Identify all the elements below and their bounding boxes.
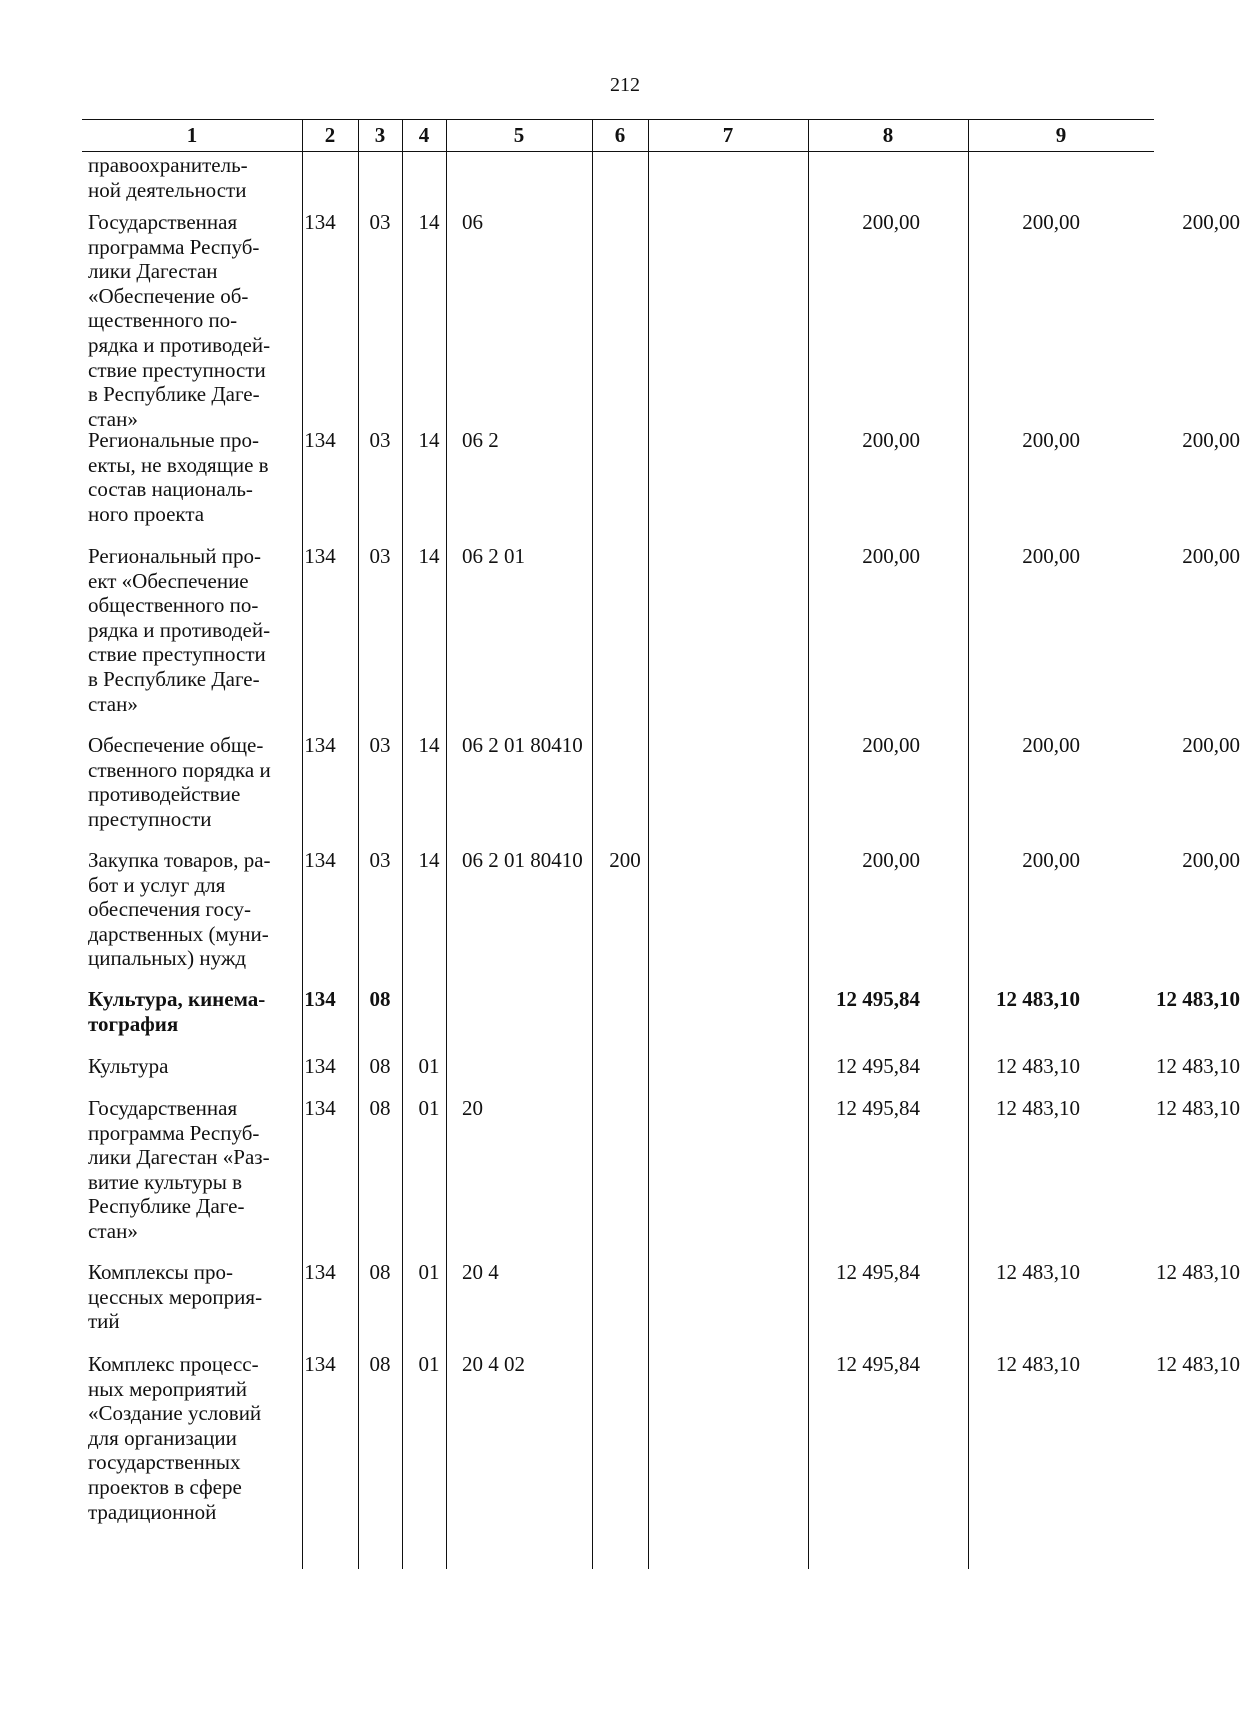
cell-c8: 200,00 — [1022, 428, 1080, 452]
row-label: Культура — [88, 1054, 169, 1078]
row-label: правоохранитель- ной деятельности — [88, 153, 248, 202]
cell-c8: 200,00 — [1022, 210, 1080, 234]
cell-c5: 06 2 01 — [462, 544, 525, 568]
cell-c8: 12 483,10 — [996, 1096, 1080, 1120]
cell-c3: 03 — [369, 848, 391, 872]
cell-c4: 14 — [418, 428, 440, 452]
cell-c4: 14 — [418, 544, 440, 568]
cell-c7: 12 495,84 — [836, 987, 920, 1011]
cell-c7: 200,00 — [862, 544, 920, 568]
cell-c7: 12 495,84 — [836, 1054, 920, 1078]
cell-c5: 06 2 01 80410 — [462, 848, 583, 872]
cell-c8: 200,00 — [1022, 848, 1080, 872]
cell-c4: 01 — [418, 1096, 440, 1120]
cell-c3: 08 — [369, 987, 391, 1011]
cell-c8: 12 483,10 — [996, 1352, 1080, 1376]
cell-c5: 06 2 — [462, 428, 499, 452]
cell-c3: 08 — [369, 1260, 391, 1284]
cell-c5: 20 4 — [462, 1260, 499, 1284]
cell-c9: 12 483,10 — [1156, 1352, 1240, 1376]
col-divider — [358, 119, 359, 1569]
cell-c3: 08 — [369, 1096, 391, 1120]
cell-c4: 14 — [418, 210, 440, 234]
cell-c5: 06 — [462, 210, 483, 234]
cell-c3: 03 — [369, 733, 391, 757]
row-label: Обеспечение обще- ственного порядка и противодействие преступности — [88, 733, 271, 831]
col-header-5: 5 — [513, 123, 525, 147]
cell-c4: 14 — [418, 848, 440, 872]
row-label: Государственная программа Респуб- лики Дагестан «Раз- витие культуры в Республике Даге- стан» — [88, 1096, 270, 1243]
row-label: Комплексы про- цессных мероприя- тий — [88, 1260, 263, 1334]
col-divider — [648, 119, 649, 1569]
cell-c9: 200,00 — [1182, 848, 1240, 872]
cell-c2: 134 — [304, 428, 336, 452]
cell-c8: 12 483,10 — [996, 1054, 1080, 1078]
row-label: Закупка товаров, ра- бот и услуг для обеспечения госу- дарственных (муни- ципальных) нужд — [88, 848, 271, 971]
cell-c2: 134 — [304, 1260, 336, 1284]
cell-c3: 03 — [369, 210, 391, 234]
cell-c2: 134 — [304, 987, 336, 1011]
row-label: Культура, кинема- тография — [88, 987, 266, 1036]
col-divider — [402, 119, 403, 1569]
cell-c5: 20 4 02 — [462, 1352, 525, 1376]
cell-c7: 200,00 — [862, 428, 920, 452]
cell-c3: 03 — [369, 544, 391, 568]
cell-c4: 01 — [418, 1352, 440, 1376]
header-bottom-rule — [82, 151, 1154, 152]
cell-c3: 08 — [369, 1054, 391, 1078]
cell-c9: 12 483,10 — [1156, 1054, 1240, 1078]
cell-c9: 12 483,10 — [1156, 987, 1240, 1011]
col-header-2: 2 — [324, 123, 336, 147]
cell-c4: 14 — [418, 733, 440, 757]
cell-c9: 200,00 — [1182, 733, 1240, 757]
cell-c8: 200,00 — [1022, 733, 1080, 757]
col-header-4: 4 — [418, 123, 430, 147]
cell-c4: 01 — [418, 1260, 440, 1284]
cell-c3: 08 — [369, 1352, 391, 1376]
col-header-6: 6 — [614, 123, 626, 147]
page-number: 212 — [610, 74, 640, 96]
cell-c2: 134 — [304, 848, 336, 872]
row-label: Государственная программа Респуб- лики Дагестан «Обеспечение об- щественного по- рядка и противодей- ствие преступности в Республике Даге- стан» — [88, 210, 271, 431]
cell-c5: 20 — [462, 1096, 483, 1120]
cell-c2: 134 — [304, 210, 336, 234]
cell-c2: 134 — [304, 1352, 336, 1376]
cell-c2: 134 — [304, 1096, 336, 1120]
cell-c9: 200,00 — [1182, 544, 1240, 568]
row-label: Региональный про- ект «Обеспечение общественного по- рядка и противодей- ствие преступности в Республике Даге- стан» — [88, 544, 271, 716]
cell-c2: 134 — [304, 733, 336, 757]
cell-c5: 06 2 01 80410 — [462, 733, 583, 757]
cell-c7: 12 495,84 — [836, 1352, 920, 1376]
cell-c8: 12 483,10 — [996, 1260, 1080, 1284]
cell-c9: 12 483,10 — [1156, 1260, 1240, 1284]
cell-c7: 12 495,84 — [836, 1096, 920, 1120]
cell-c8: 12 483,10 — [996, 987, 1080, 1011]
row-label: Региональные про- екты, не входящие в состав националь- ного проекта — [88, 428, 269, 526]
cell-c7: 200,00 — [862, 210, 920, 234]
cell-c8: 200,00 — [1022, 544, 1080, 568]
col-header-3: 3 — [374, 123, 386, 147]
col-header-1: 1 — [186, 123, 198, 147]
cell-c6: 200 — [609, 848, 641, 872]
cell-c4: 01 — [418, 1054, 440, 1078]
cell-c2: 134 — [304, 1054, 336, 1078]
row-label: Комплекс процесс- ных мероприятий «Создание условий для организации государственных проектов в сфере традиционной — [88, 1352, 262, 1524]
col-header-9: 9 — [1055, 123, 1067, 147]
col-header-8: 8 — [882, 123, 894, 147]
cell-c2: 134 — [304, 544, 336, 568]
cell-c7: 12 495,84 — [836, 1260, 920, 1284]
cell-c3: 03 — [369, 428, 391, 452]
cell-c7: 200,00 — [862, 848, 920, 872]
cell-c7: 200,00 — [862, 733, 920, 757]
cell-c9: 200,00 — [1182, 210, 1240, 234]
col-header-7: 7 — [722, 123, 734, 147]
cell-c9: 12 483,10 — [1156, 1096, 1240, 1120]
cell-c9: 200,00 — [1182, 428, 1240, 452]
